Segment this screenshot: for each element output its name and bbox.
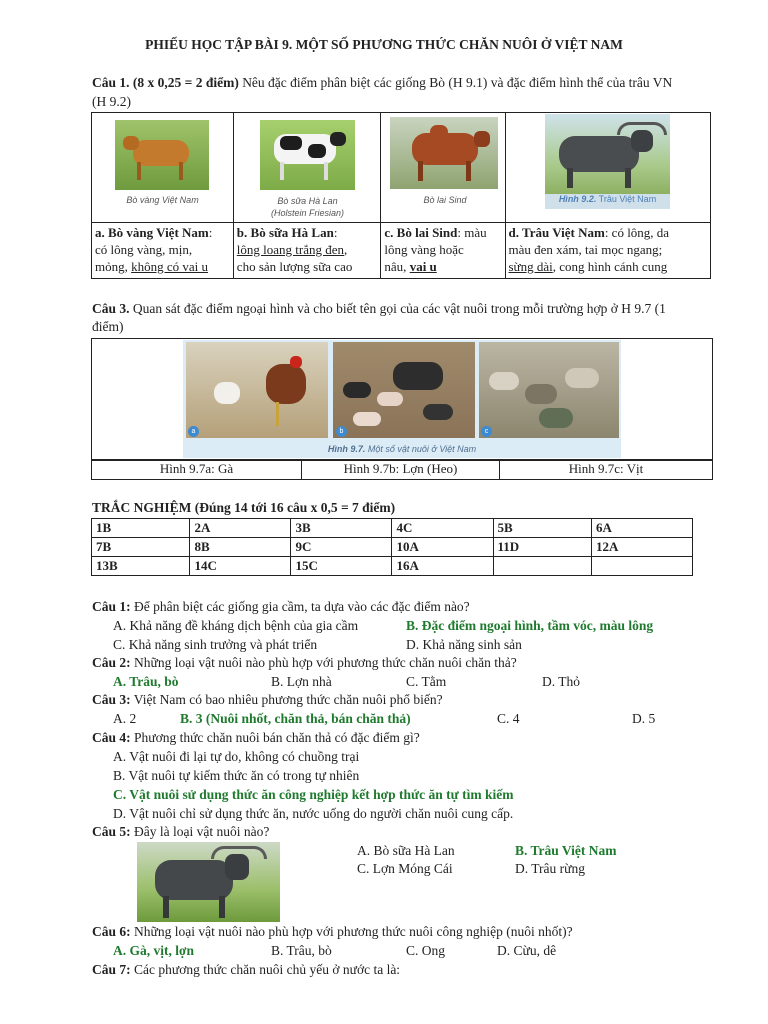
cell-trau [505,223,711,279]
answer-key-table [91,518,693,576]
c1-label: Câu 1: [92,599,131,614]
answer-9-7a: Hình 9.7a: Gà [92,460,302,480]
c6-question [92,924,573,940]
c2-option-b: B. Lợn nhà [271,674,332,689]
answer-key-cell: 11D [493,538,591,557]
mc-header-text: TRẮC NGHIỆM (Đúng 14 tới 16 câu x 0,5 = 7 điểm) [92,500,396,515]
answer-key-cell: 1B [92,519,190,538]
answer-key-cell: 8B [190,538,291,557]
c7-text: Các phương thức chăn nuôi chủ yếu ở nước ta là: [130,962,401,977]
cell-a-l3a: mỏng, [95,259,132,274]
q1-prompt [92,75,672,91]
c2-option-d: D. Thỏ [542,674,581,689]
answer-key-cell: 15C [291,557,392,576]
fig-caption-text: Một số vật nuôi ở Việt Nam [365,444,477,454]
c1-text: Để phân biệt các giống gia cầm, ta dựa vào các đặc điểm nào? [130,599,470,614]
c6-option-b: B. Trâu, bò [271,943,332,958]
cell-a-l3u: không có vai u [131,259,209,274]
answer-key-cell: 7B [92,538,190,557]
answer-key-cell: 16A [392,557,493,576]
cell-a-l1: : [208,225,213,240]
cell-c-l3a: nâu, [384,259,410,274]
badge-b: b [336,426,347,437]
c4-option-b: B. Vật nuôi tự kiếm thức ăn có trong tự nhiên [113,768,360,783]
q1-prompt-line2: (H 9.2) [92,94,131,109]
c1-option-b: B. Đặc điểm ngoại hình, tầm vóc, màu lông [406,618,654,633]
c2-question [92,655,517,671]
answer-key-cell [591,557,692,576]
c1-option-c: C. Khả năng sinh trưởng và phát triển [113,637,318,652]
caption-bo-vang: Bò vàng Việt Nam [126,195,199,205]
c6-label: Câu 6: [92,924,131,939]
photo-bo-sua [260,120,355,190]
answer-9-7c: Hình 9.7c: Vịt [500,460,713,480]
fig-caption-bold: Hình 9.7. [327,444,366,454]
photo-bo-vang [115,120,209,190]
q3-prompt-line2: điểm) [92,319,124,334]
c1-option-a: A. Khả năng đề kháng dịch bệnh của gia cầm [113,618,359,633]
q1-label: Câu 1. (8 x 0,25 = 2 điểm) [92,75,239,90]
c5-option-d: D. Trâu rừng [515,861,585,876]
c2-option-c: C. Tằm [406,674,447,689]
c4-text: Phương thức chăn nuôi bán chăn thả có đặc điểm gì? [130,730,420,745]
caption-bo-sua-l2: (Holstein Friesian) [270,208,345,218]
photo-ga [186,342,328,438]
c2-option-a: A. Trâu, bò [113,674,179,689]
answer-key-cell: 9C [291,538,392,557]
photo-bo-lai-sind [390,117,498,189]
cell-bo-lai-sind [381,223,505,279]
q3-prompt [92,301,666,317]
answer-key-cell: 5B [493,519,591,538]
cell-a-name: a. Bò vàng Việt Nam [95,225,209,240]
answer-key-cell: 6A [591,519,692,538]
photo-lon [333,342,475,438]
answer-key-cell [493,557,591,576]
cell-b-l3: cho sản lượng sữa cao [236,259,353,274]
answer-key-cell: 13B [92,557,190,576]
c7-label: Câu 7: [92,962,131,977]
c3-option-d: D. 5 [632,711,656,726]
answer-key-cell: 4C [392,519,493,538]
c6-option-c: C. Ong [406,943,446,958]
figure-9-7 [183,340,621,458]
mc-header [92,500,395,516]
c3-label: Câu 3: [92,692,131,707]
c6-text: Những loại vật nuôi nào phù hợp với phương thức nuôi công nghiệp (nuôi nhốt)? [130,924,573,939]
c4-option-a: A. Vật nuôi đi lại tự do, không có chuồng trại [113,749,360,764]
answer-9-7b: Hình 9.7b: Lợn (Heo) [301,460,499,480]
cell-a-l2: có lông vàng, mịn, [95,242,193,257]
c4-label: Câu 4: [92,730,131,745]
cell-c-l1: : màu [457,225,487,240]
cell-b-l1: : [333,225,338,240]
figure-9-7-caption [183,444,621,454]
c5-option-a: A. Bò sữa Hà Lan [357,843,455,858]
c7-question [92,962,400,978]
c6-option-d: D. Cừu, dê [497,943,557,958]
c3-option-a: A. 2 [113,711,137,726]
c1-option-d: D. Khả năng sinh sản [406,637,522,652]
c4-question [92,730,420,746]
c2-label: Câu 2: [92,655,131,670]
answer-key-cell: 12A [591,538,692,557]
caption-trau-bold: Hình 9.2. [558,194,597,204]
c3-option-b: B. 3 (Nuôi nhốt, chăn thả, bán chăn thả) [180,711,411,726]
photo-vit [479,342,619,438]
c5-text: Đây là loại vật nuôi nào? [130,824,270,839]
cell-d-name: d. Trâu Việt Nam [508,225,605,240]
badge-a: a [188,426,199,437]
q3-label: Câu 3. [92,301,130,316]
cell-d-l3: , cong hình cánh cung [552,259,668,274]
c5-question [92,824,269,840]
c4-option-c: C. Vật nuôi sử dụng thức ăn công nghiệp kết hợp thức ăn tự tìm kiếm [113,787,514,802]
c4-option-d: D. Vật nuôi chỉ sử dụng thức ăn, nước uống do người chăn nuôi cung cấp. [113,806,514,821]
answer-key-cell: 10A [392,538,493,557]
answer-key-cell: 14C [190,557,291,576]
c1-question [92,599,470,615]
cell-d-l2: màu đen xám, tai mọc ngang; [508,242,663,257]
cell-d-l1: : có lông, da [604,225,670,240]
cell-b-l2: , [344,242,348,257]
q3-text: Quan sát đặc điểm ngoại hình và cho biết tên gọi của các vật nuôi trong mỗi trường hợp ở H 9.7 (1 [129,301,666,316]
page-title: PHIẾU HỌC TẬP BÀI 9. MỘT SỐ PHƯƠNG THỨC CHĂN NUÔI Ở VIỆT NAM [145,37,623,52]
caption-bo-sua-l1: Bò sữa Hà Lan [277,196,338,206]
photo-c5-trau [137,842,280,922]
cell-d-l3u: sừng dài [508,259,553,274]
c6-option-a: A. Gà, vịt, lợn [113,943,194,958]
c5-option-b: B. Trâu Việt Nam [515,843,617,858]
caption-bo-sua [240,195,375,219]
c3-question [92,692,443,708]
caption-trau-text: Trâu Việt Nam [596,194,657,204]
cell-b-l2u: lông loang trắng đen [236,242,345,257]
cell-bo-sua [233,223,381,279]
cell-c-name: c. Bò lai Sind [384,225,458,240]
q1-text: Nêu đặc điểm phân biệt các giống Bò (H 9.1) và đặc điểm hình thể của trâu VN [238,75,673,90]
c5-option-c: C. Lợn Móng Cái [357,861,453,876]
q3-answer-row [91,459,713,480]
answer-key-cell: 3B [291,519,392,538]
cell-bo-vang [92,223,234,279]
c2-text: Những loại vật nuôi nào phù hợp với phương thức chăn nuôi chăn thả? [130,655,517,670]
c3-text: Việt Nam có bao nhiêu phương thức chăn nuôi phổ biến? [130,692,443,707]
cell-c-l2: lông vàng hoặc [384,242,464,257]
cell-c-l3u: vai u [409,259,437,274]
badge-c: c [481,426,492,437]
caption-bo-lai-sind: Bò lai Sind [423,195,467,205]
c3-option-c: C. 4 [497,711,520,726]
answer-key-cell: 2A [190,519,291,538]
cell-b-name: b. Bò sữa Hà Lan [236,225,334,240]
caption-trau [545,194,670,204]
c5-label: Câu 5: [92,824,131,839]
